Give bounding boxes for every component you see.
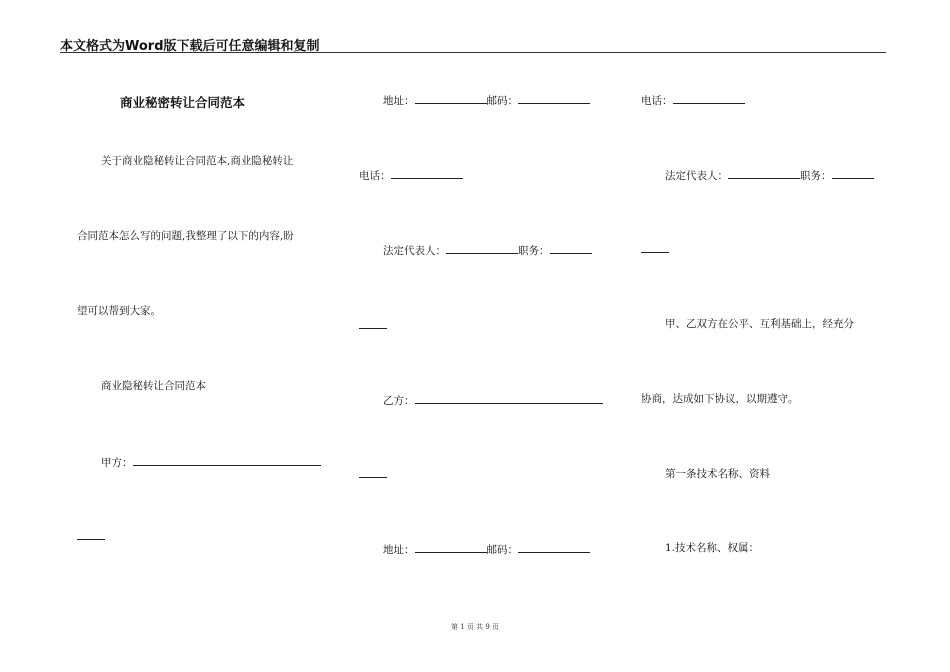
phone-row	[359, 167, 463, 183]
party-b-field	[383, 392, 603, 408]
intro-line-2: 合同范本怎么写的问题,我整理了以下的内容,盼	[77, 230, 294, 242]
phone-label: 电话：	[641, 95, 673, 107]
phone-label: 电话：	[359, 170, 391, 182]
address-row-1	[383, 92, 590, 108]
article-1-heading: 第一条技术名称、资料	[665, 468, 770, 480]
postcode-label: 邮码：	[486, 544, 518, 556]
position-blank	[550, 242, 592, 254]
postcode-label: 邮码：	[486, 95, 518, 107]
party-a-field	[101, 454, 321, 470]
party-a-blank-continuation	[77, 539, 105, 540]
legal-rep-blank	[446, 242, 518, 254]
position-blank-continuation-b	[641, 252, 669, 253]
address-blank	[415, 92, 487, 104]
page-header: 本文格式为Word版下载后可任意编辑和复制	[60, 39, 320, 54]
address-blank	[415, 541, 487, 553]
address-label: 地址：	[383, 544, 415, 556]
party-b-blank	[415, 392, 603, 404]
legal-rep-row	[383, 242, 592, 258]
consult-line-2: 协商，达成如下协议，以期遵守。	[641, 393, 799, 405]
legal-rep-label: 法定代表人：	[665, 170, 728, 182]
phone-blank	[391, 167, 463, 179]
phone-row-b	[641, 92, 745, 108]
legal-rep-row-b	[665, 167, 874, 183]
article-1-item-1: 1.技术名称、权属：	[665, 542, 760, 554]
document-title: 商业秘密转让合同范本	[120, 95, 246, 110]
party-b-label: 乙方：	[383, 395, 415, 407]
legal-rep-label: 法定代表人：	[383, 245, 446, 257]
address-row-2	[383, 541, 590, 557]
party-a-label: 甲方：	[101, 457, 133, 469]
consult-line-1: 甲、乙双方在公平、互利基础上，经充分	[665, 318, 854, 330]
intro-line-1: 关于商业隐秘转让合同范本,商业隐秘转让	[101, 155, 294, 167]
postcode-blank	[518, 541, 590, 553]
page-footer: 第 1 页 共 9 页	[450, 623, 500, 631]
header-divider	[60, 52, 886, 53]
address-label: 地址：	[383, 95, 415, 107]
party-b-blank-continuation	[359, 477, 387, 478]
position-label: 职务：	[800, 170, 832, 182]
position-label: 职务：	[518, 245, 550, 257]
postcode-blank	[518, 92, 590, 104]
intro-line-3: 望可以帮到大家。	[77, 305, 161, 317]
contract-subtitle: 商业隐秘转让合同范本	[101, 380, 206, 392]
position-blank-continuation	[359, 328, 387, 329]
legal-rep-blank	[728, 167, 800, 179]
phone-blank	[673, 92, 745, 104]
party-a-blank	[133, 454, 321, 466]
position-blank	[832, 167, 874, 179]
